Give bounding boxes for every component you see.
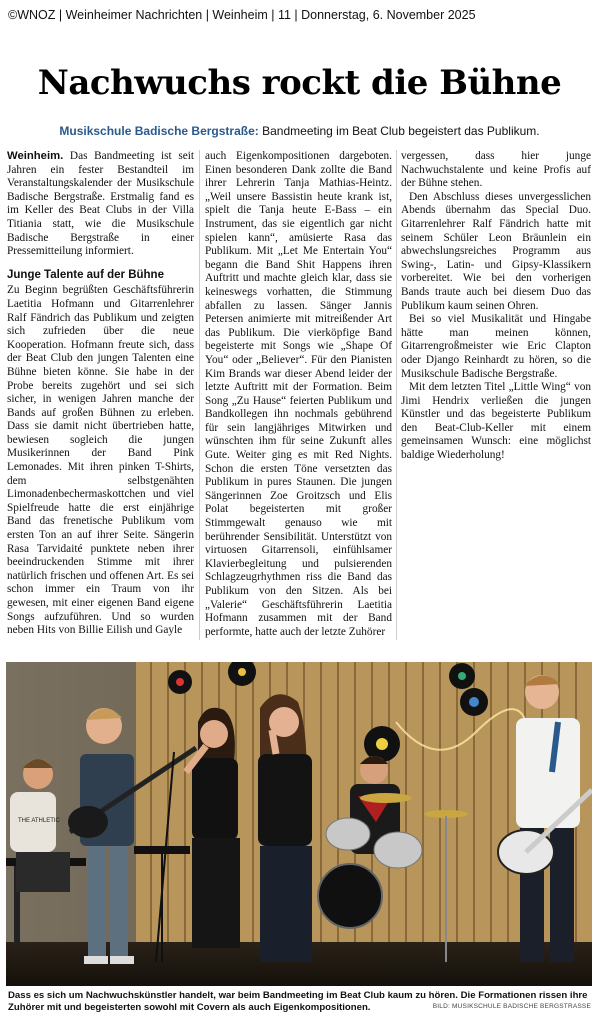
body-paragraph: Den Abschluss dieses unvergesslichen Abends übernahm das Special Duo. Gitarrenlehrer Ralf Fändrich hatte mit seinem Schüler Leon Bräunlein ein abwechslungsreiches Programm aus Swing-, Latin- und Gipsy-Klassikern vorbereitet. Wie bei den vorherigen Bands traute auch bei diesem Duo das Publikum kaum seinen Ohren. (401, 190, 591, 312)
column-divider (199, 150, 200, 640)
lead-text: Das Bandmeeting ist seit Jahren ein fester Bestandteil im Veranstaltungskalender der Musikschule Badische Bergstraße. Erstmalig fand es im Keller des Beat Clubs in der Villa Titiania statt, wie die Musikschule Badische Bergstraße in einer Pressemitteilung informiert. (7, 150, 194, 258)
column-divider (396, 150, 397, 640)
article-column-3 (401, 150, 591, 642)
photo-credit: BILD: MUSIKSCHULE BADISCHE BERGSTRASSE (429, 1003, 591, 1010)
band-photo (6, 662, 592, 986)
article-column-2 (205, 150, 392, 642)
body-paragraph: vergessen, dass hier junge Nachwuchstalente und keine Profis auf der Bühne stehen. (401, 150, 591, 190)
body-paragraph: auch Eigenkompositionen dargeboten. Einen besonderen Dank zollte die Band ihrer Lehrerin Tanja Mathias-Heintz. „Weil unsere Bassistin heute krank ist, spielt die Tanja heute E-Bass – ein Instrument, das sie eigentlich gar nicht spielen kann“, amüsierte Rasa das Publikum. Mit „Let Me Entertain You“ begann die Band Shit Happens ihren Auftritt und machte gleich klar, dass sie keineswegs vorhatten, die Stimmung abfallen zu lassen. Sänger Jannis Petersen animierte mit mitreißender Art das Publikum. Die vierköpfige Band begeisterte mit Songs wie „Shape Of You“ oder „Believer“. Für den Pianisten Kim Brands war dieser Abend leider der letzte Auftritt mit der Formation. Beim Song „Zu Hause“ feierten Publikum und Bandkollegen ihn nochmals gebührend für sein langjähriges Mitwirken und wünschten ihm für seine Zukunft alles Gute. Weiter ging es mit Red Nights. Schon die ersten Töne versetzten das Publikum in pures Staunen. Die jungen Sängerinnen Zoe Groitzsch und Elis Polat begeisterten mit großer Stimmgewalt genauso wie mit berührender Sensibilität. Unterstützt von virtuosen Gitarrensoli, einfühlsamer Klavierbegleitung und pulsierenden Schlagzeugrhythmen riss die Band das Publikum von den Sitzen. Als bei „Valerie“ Geschäftsführerin Laetitia Hofmann zusammen mit der Band performte, hatte auch der letzte Zuhörer (205, 150, 392, 638)
body-paragraph: Zu Beginn begrüßten Geschäftsführerin Laetitia Hofmann und Gitarrenlehrer Ralf Fändrich das Publikum und zeigten sich zufrieden über die neue Kooperation. Hofmann freute sich, dass der Beat Club den jungen Talenten eine Bühne bieten könne. Sie habe in der Probe bereits zugehört und sei sich sicher, in wenigen Jahren manche der Bands auf großen Bühnen zu erleben. Dass sie damit nicht übertrieben hatte, bewiesen sogleich die jungen Musikerinnen der Band Pink Lemonades. Mit ihren pinken T-Shirts, dem selbstgenähten Limonadenbechermaskottchen und viel Spielfreude hatte die erst einjährige Band das frenetische Publikum vom ersten Ton an auf ihrer Seite. Sängerin Rasa Tarvidaité punktete neben ihrer beeindruckenden Stimme mit ihrer natürlich frischen und offenen Art. Es sei schon immer ein Traum von ihr gewesen, mit einer eigenen Band eigene Songs aufzuführen. Und so wurden neben Hits von Billie Eilish und Gayle (7, 284, 194, 637)
subhead-kicker: Musikschule Badische Bergstraße: (59, 124, 259, 138)
subhead-text: Bandmeeting im Beat Club begeistert das Publikum. (262, 124, 540, 138)
shirt-text: THE ATHLETIC (18, 818, 60, 824)
body-paragraph: Mit dem letzten Titel „Little Wing“ von Jimi Hendrix verließen die jungen Künstler und das begeisterte Publikum den Beat-Club-Keller mit einem gemeinsamen Wunsch: eine möglichst baldige Wiederholung! (401, 381, 591, 462)
article-column-1 (7, 150, 194, 642)
masthead: ©WNOZ | Weinheimer Nachrichten | Weinheim | 11 | Donnerstag, 6. November 2025 (8, 8, 476, 22)
lead-paragraph (7, 150, 194, 259)
photo-caption: Dass es sich um Nachwuchskünstler handelt, war beim Bandmeeting im Beat Club kaum zu hören. Die Formationen rissen ihre Zuhörer mit und begeisterten sowohl mit Covern als auch Eigenkompositionen. (8, 990, 588, 1013)
subheadline (8, 124, 591, 138)
dateline: Weinheim. (7, 150, 64, 162)
section-heading: Junge Talente auf der Bühne (7, 268, 164, 281)
body-paragraph: Bei so viel Musikalität und Hingabe hätte man meinen können, Gitarrengroßmeister wie Eric Clapton oder Django Reinhardt zu hören, so die Musikschule Badische Bergstraße. (401, 313, 591, 380)
headline: Nachwuchs rockt die Bühne (37, 63, 562, 103)
